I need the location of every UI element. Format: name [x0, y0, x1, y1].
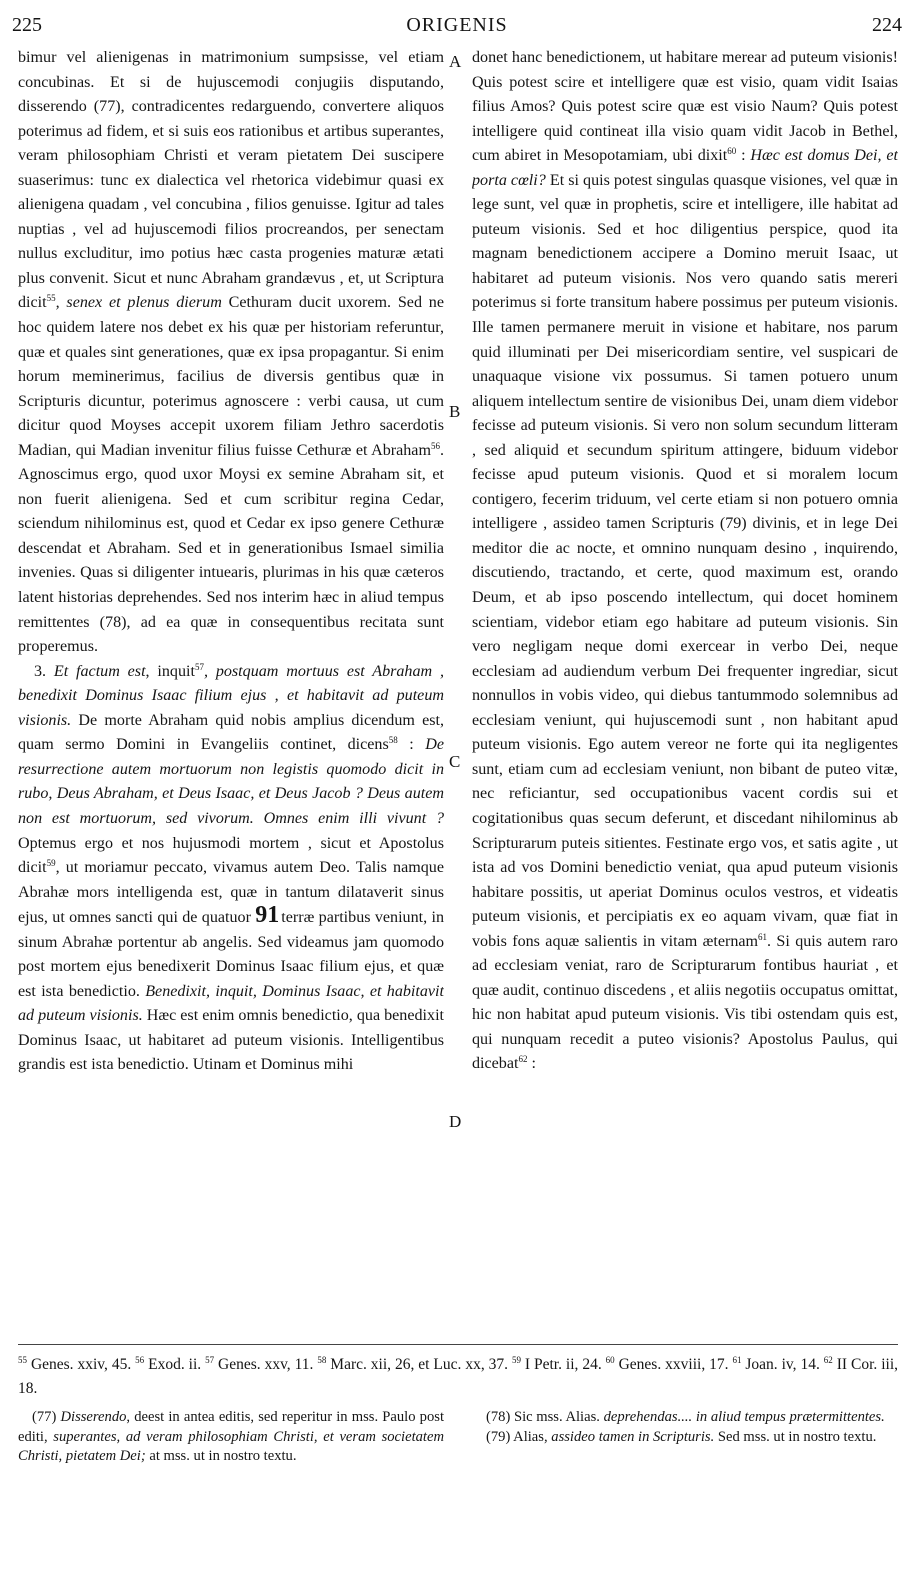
- note-78: (78) Sic mss. Alias. deprehendas.... in aliud tempus prætermittentes.: [486, 1409, 885, 1425]
- page-header: [12, 14, 902, 40]
- reference: $^{61}$ Joan. iv, 14.: [732, 1355, 824, 1373]
- scripture-references: [18, 1348, 898, 1401]
- reference: $^{60}$ Genes. xxviii, 17.: [605, 1355, 733, 1373]
- note-77: (77) Disserendo, deest in antea editis, sed reperitur in mss. Paulo post editi, superantes, ad veram philosophiam Christi, et veram societatem Christi, pietatem Dei; at mss. ut in nostro textu.: [18, 1409, 444, 1465]
- editorial-notes-left: [18, 1408, 444, 1467]
- paragraph: 3. Et factum est, inquit$^{57}$, postquam mortuus est Abraham , benedixit Dominus Isaac filium ejus , et habitavit ad puteum visionis. De morte Abraham quid nobis amplius dicendum est, quam sermo Domini in Evangeliis continet, dicens$^{58}$ : De resurrectione autem mortuorum non legistis quomodo dicit in rubo, Deus Abraham, et Deus Isaac, et Deus Jacob ? Deus autem non est mortuorum, sed vivorum. Omnes enim illi vivunt ? Optemus ergo et nos hujusmodi mortem , sicut et Apostolus dicit$^{59}$, ut moriamur peccato, vivamus autem Deo. Talis namque Abrahæ mors intelligenda est, quæ in tantum dilataverit sinus ejus, ut omnes sancti qui de quatuor 91 terræ partibus veniunt, in sinum Abrahæ portentur ab angelis. Sed videamus jam quomodo post mortem ejus benedixerit Dominus Isaac filium ejus, et quæ est ista benedictio. Benedixit, inquit, Dominus Isaac, et habitavit ad puteum visionis. Hæc est enim omnis benedictio, qua benedixit Dominus Isaac, ut habitaret ad puteum visionis. Intelligentibus grandis est ista benedictio. Utinam et Dominus mihi: [18, 661, 444, 1074]
- reference: $^{55}$ Genes. xxiv, 45.: [18, 1355, 136, 1373]
- column-marker-c: C: [449, 752, 461, 771]
- running-title: ORIGENIS: [406, 14, 508, 36]
- column-number: 91: [255, 902, 280, 929]
- reference: $^{62}$ II Cor. iii, 18.: [18, 1355, 898, 1397]
- reference: $^{56}$ Exod. ii.: [135, 1355, 206, 1373]
- reference: $^{59}$ I Petr. ii, 24.: [511, 1355, 606, 1373]
- reference: $^{57}$ Genes. xxv, 11.: [205, 1355, 318, 1373]
- editorial-notes-right: [472, 1408, 898, 1447]
- reference: $^{58}$ Marc. xii, 26, et Luc. xx, 37.: [317, 1355, 512, 1373]
- paragraph: bimur vel alienigenas in matrimonium sumpsisse, vel etiam concubinas. Et si de hujuscemodi conjugiis disputando, disserendo (77), contradicentes redarguendo, convertere aliquos poterimus ad fidem, et si suis eos rationibus et artibus superantes, veram philosophiam Christi et veram pietatem Dei suscipere suaserimus: tunc ex dialectica vel rhetorica videbimur quasi ex alienigena quadam , vel concubina , filios genuisse. Igitur ad tales nuptias , vel ad hujuscemodi filios procreandos, per senectam nullus excluditur, imo potius hæc casta progenies maturæ ætati plus convenit. Sicut et nunc Abraham grandævus , et, ut Scriptura dicit$^{55}$, senex et plenus dierum Cethuram ducit uxorem. Sed ne hoc quidem latere nos debet ex his quæ per historiam referuntur, quæ et quales sint generationes, quæ ex ipsa propagantur. Si enim horum meminerimus, facilius de diversis gentibus quæ in Scripturis dicuntur, poterimus agnoscere : verbi causa, ut cum dicitur quod Moyses accepit uxorem filiam Jethro sacerdotis Madian, qui Madian invenitur filius fuisse Cethuræ et Abraham$^{56}$. Agnoscimus ergo, quod uxor Moysi ex semine Abraham sit, et non fuerit alienigena. Sed et cum scribitur regina Cedar, sciendum nihilominus est, quod et Cedar ex ipso genere Cethuræ descendat et Abraham. Sed et in generationibus Ismael similia invenies. Quas si diligenter intuearis, plurimas in his quæ cæteros latent historias deprehendes. Sed nos interim hæc in aliud tempus remittentes (78), ad ea quæ in consequentibus recitata sunt properemus.: [18, 49, 444, 656]
- page-number-right: 224: [872, 14, 902, 36]
- paragraph: donet hanc benedictionem, ut habitare merear ad puteum visionis! Quis potest scire et intelligere quæ est visio, quam vidit Isaias filius Amos? Quis potest scire quæ est visio Naum? Quis potest intelligere quid contineat illa visio quam vidit Jacob in Bethel, cum abiret in Mesopotamiam, ubi dixit$^{60}$ : Hæc est domus Dei, et porta cœli? Et si quis potest singulas quasque visiones, vel quæ in lege sunt, vel quæ in prophetis, scire et intelligere, ille habitat ad puteum visionis. Sed et hoc diligentius perspice, quod ita magnam benedictionem accipere a Domino meruit Isaac, ut habitaret ad puteum visionis. Nos vero quando satis mereri poterimus si forte transitum habere possimus per puteum visionis. Ille tamen permanere meruit in visione et habitare, nos parum quid illuminati per Dei misericordiam sentire, vel suspicari de unaquaque visione vix possumus. Si tamen potuero unum aliquem intellectum sentire de visionibus Dei, unam diem videbor fecisse ad puteum visionis. Si vero non solum secundum litteram , sed aliquid et secundum spiritum attingere, biduum videbor fecisse apud puteum visionis. Quod et si moralem locum contigero, fecerim triduum, vel certe etiam si non potuero omnia intelligere , assideo tamen Scripturis (79) divinis, et in lege Dei meditor die ac nocte, et omnino nunquam desino , inquirendo, discutiendo, tractando, et certe, quod maximum est, orando Deum, et ab ipso poscendo intellectum, qui docet hominem scientiam, videbor etiam ego habitare ad puteum visionis. Sin vero negligam neque domi exercear in verbo Dei, neque ecclesiam ad audiendum verbum Dei frequenter ingrediar, sicut nonnullos in vobis video, qui diebus tantummodo solemnibus ad ecclesiam veniunt, qui hujuscemodi sunt , non habitant apud puteum visionis. Ego autem vereor ne forte qui ita negligentes sunt, etiam cum ad ecclesiam veniunt, non bibant de puteo vitæ, nec reficiantur, sed occupationibus vacent cordis sui et cogitationibus quas secum deferunt, et discedant nihilominus ab Scripturarum puteis sitientes. Festinate ergo vos, et satis agite , ut ista ad vos Domini benedictio veniat, qua apud puteum visionis habitare possitis, ut aperiat Dominus oculos vestros, et videatis puteum visionis, et percipiatis ex eo aquam vivam, quæ fiat in vobis fons aquæ salientis in vitam æternam$^{61}$. Si quis autem raro ad ecclesiam veniat, raro de Scripturarum fontibus hauriat , et quæ audit, continuo discedens , et aliis negotiis occupatus omittat, hic non habitat apud puteum visionis. Vis tibi ostendam quis est, qui nunquam recedit a puteo visionis? Apostolus Paulus, qui dicebat$^{62}$ :: [472, 49, 898, 1073]
- column-marker-a: A: [449, 52, 462, 71]
- right-column: [472, 46, 898, 1341]
- column-marker-b: B: [449, 402, 461, 421]
- page-number-left: 225: [12, 14, 42, 36]
- column-marker-d: D: [449, 1112, 462, 1131]
- footnote-divider: [18, 1344, 898, 1345]
- left-column: [18, 46, 444, 1341]
- note-79: (79) Alias, assideo tamen in Scripturis. Sed mss. ut in nostro textu.: [486, 1428, 877, 1445]
